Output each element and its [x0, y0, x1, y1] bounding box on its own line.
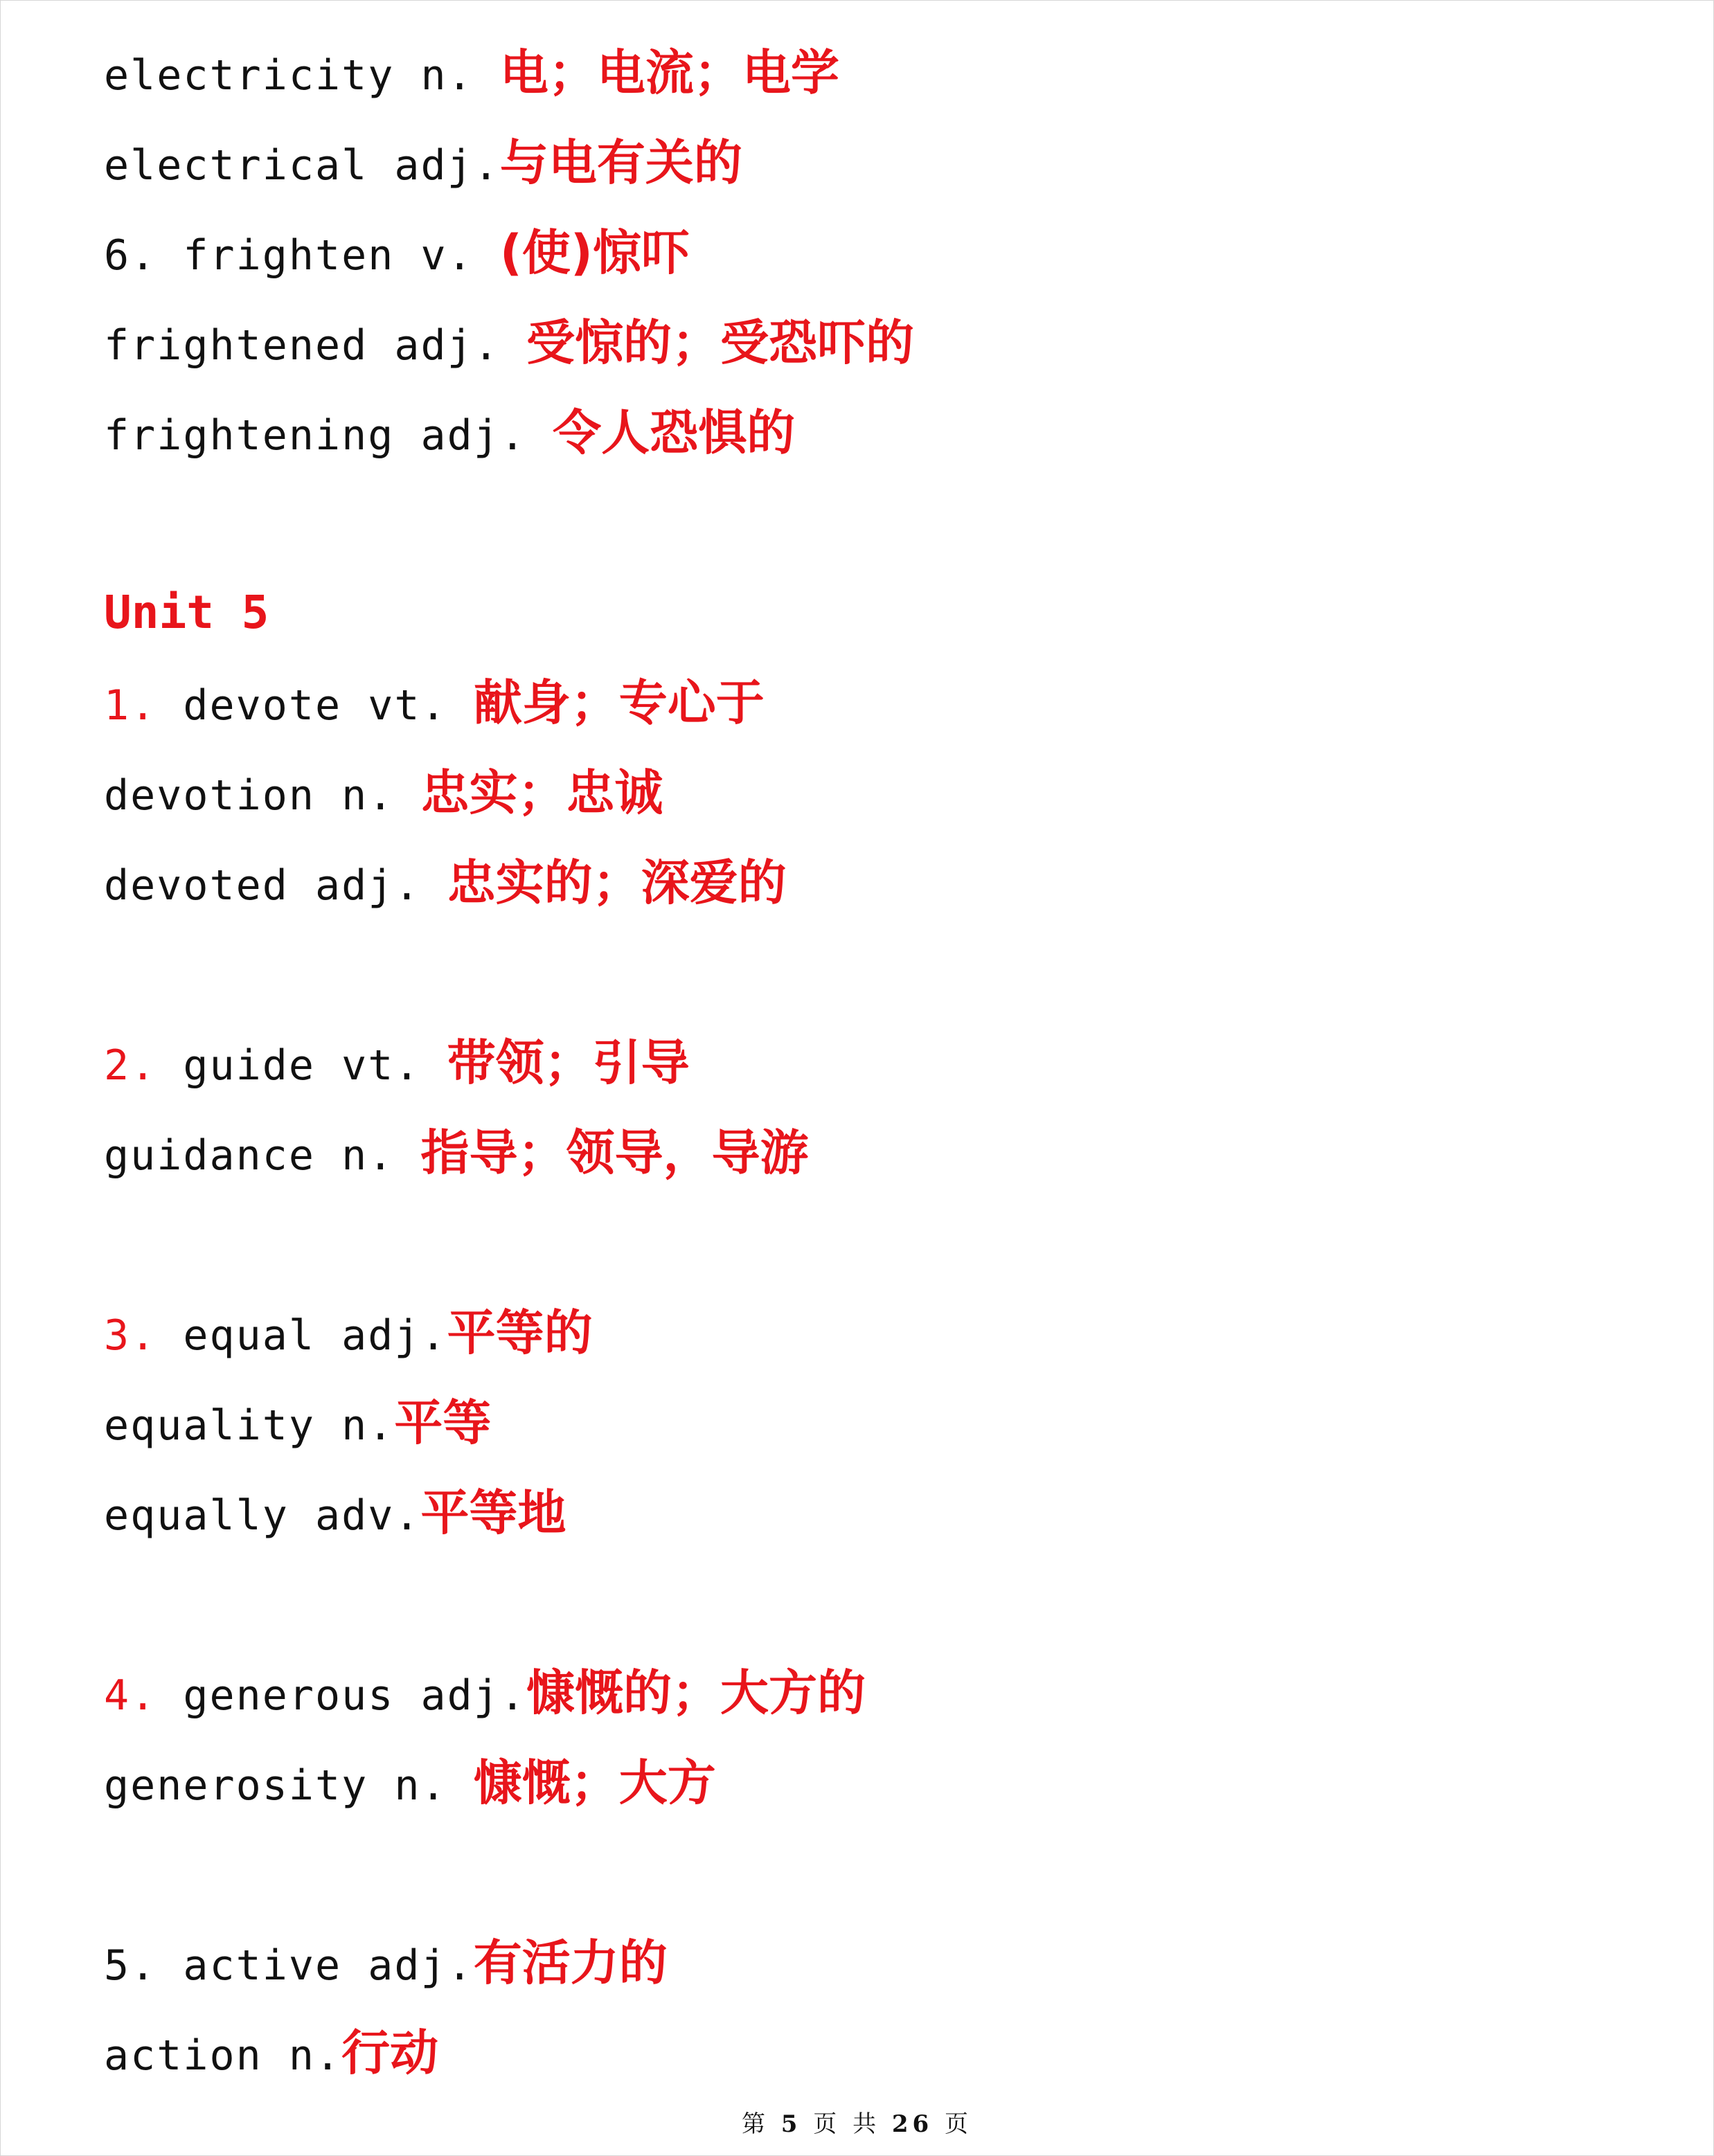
entry-number: 3.	[104, 1311, 184, 1360]
entry-frightening	[104, 388, 1627, 478]
entry-meaning: 带领；引导	[447, 1034, 690, 1091]
entry-meaning: 与电有关的	[499, 134, 742, 191]
entry-word: action n.	[104, 2031, 342, 2080]
unit-heading: Unit 5	[104, 586, 269, 639]
entry-word: guide vt.	[183, 1041, 447, 1090]
entry-meaning: 平等	[394, 1394, 492, 1451]
footer-middle: 页 共	[813, 2110, 881, 2138]
spacer	[104, 1558, 1627, 1648]
entry-word: electrical adj.	[104, 141, 500, 190]
entry-devotion	[104, 748, 1627, 838]
entry-guidance	[104, 1108, 1627, 1198]
footer-suffix: 页	[945, 2110, 973, 2138]
spacer	[104, 478, 1627, 568]
entry-frightened	[104, 298, 1627, 388]
entry-meaning: 指导；领导，导游	[420, 1124, 809, 1181]
entry-number: 2.	[104, 1041, 184, 1090]
entry-word: active adj.	[183, 1941, 474, 1990]
entry-equally	[104, 1468, 1627, 1558]
entry-meaning: 忠实的；深爱的	[447, 854, 787, 911]
entry-devote	[104, 658, 1627, 748]
entry-meaning: 平等的	[447, 1304, 593, 1361]
entry-meaning: 受惊的；受恐吓的	[526, 314, 914, 371]
entry-word: equality n.	[104, 1401, 395, 1450]
entry-word: equal adj.	[183, 1311, 447, 1360]
entry-meaning: (使)惊吓	[499, 224, 690, 281]
spacer	[104, 1828, 1627, 1918]
entry-word: electricity n.	[104, 51, 500, 100]
entry-word: devotion n.	[104, 771, 421, 820]
entry-generosity	[104, 1738, 1627, 1828]
page-number: 5	[780, 2110, 802, 2138]
entry-action	[104, 2008, 1627, 2098]
page-footer	[0, 2105, 1714, 2139]
entry-meaning: 慷慨的；大方的	[526, 1664, 866, 1721]
footer-prefix: 第	[741, 2110, 769, 2138]
entry-word: generous adj.	[183, 1671, 526, 1720]
entry-equality	[104, 1378, 1627, 1468]
entry-word: equally adv.	[104, 1491, 421, 1540]
entry-meaning: 令人恐惧的	[553, 404, 796, 461]
entry-active	[104, 1918, 1627, 2008]
unit-heading-row	[104, 568, 1627, 658]
entry-meaning: 慷慨；大方	[473, 1754, 716, 1811]
entry-equal	[104, 1288, 1627, 1378]
entry-meaning: 忠实；忠诚	[420, 764, 663, 821]
entry-meaning: 有活力的	[473, 1934, 668, 1991]
entry-number: 1.	[104, 681, 184, 730]
entry-word: frightening adj.	[104, 411, 553, 460]
total-pages: 26	[891, 2110, 934, 2138]
entry-devoted	[104, 838, 1627, 928]
vocabulary-content	[104, 28, 1627, 2098]
entry-meaning: 平等地	[420, 1484, 566, 1541]
entry-meaning: 行动	[341, 2024, 439, 2081]
entry-number: 5.	[104, 1941, 184, 1990]
entry-meaning: 电；电流；电学	[499, 44, 839, 101]
entry-frighten	[104, 208, 1627, 298]
entry-meaning: 献身；专心于	[473, 674, 765, 731]
entry-electricity	[104, 28, 1627, 118]
entry-number: 6.	[104, 231, 184, 280]
entry-word: frighten v.	[183, 231, 500, 280]
entry-word: devoted adj.	[104, 861, 447, 910]
entry-word: guidance n.	[104, 1131, 421, 1180]
spacer	[104, 1198, 1627, 1288]
entry-guide	[104, 1018, 1627, 1108]
entry-electrical	[104, 118, 1627, 208]
entry-generous	[104, 1648, 1627, 1738]
spacer	[104, 928, 1627, 1018]
entry-number: 4.	[104, 1671, 184, 1720]
entry-word: generosity n.	[104, 1761, 474, 1810]
entry-word: devote vt.	[183, 681, 474, 730]
entry-word: frightened adj.	[104, 321, 526, 370]
